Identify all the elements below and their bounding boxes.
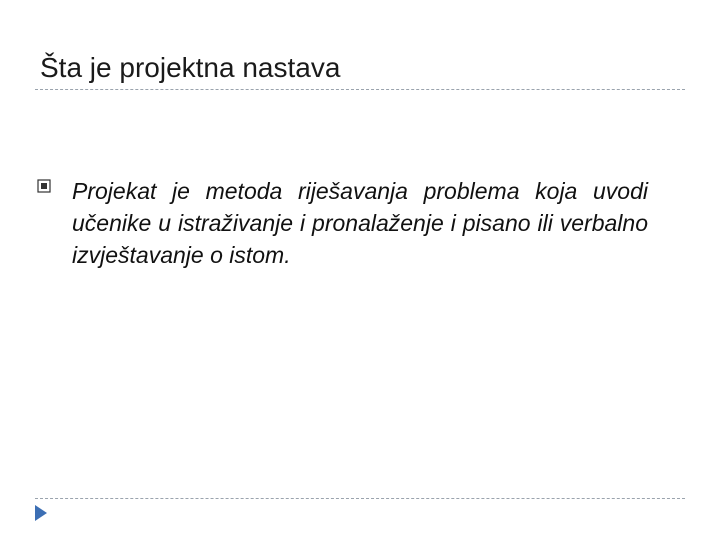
bullet-text: Projekat je metoda riješavanja problema koja uvodi učenike u istraživanje i pronalaženje i pisano ili verbalno izvještavanje o istom.: [72, 178, 648, 268]
title-divider: [35, 89, 685, 90]
footer-divider: [35, 498, 685, 499]
bullet-marker-icon: [37, 179, 51, 193]
triangle-arrow-icon: [34, 504, 48, 522]
slide-title: Šta je projektna nastava: [40, 52, 341, 83]
